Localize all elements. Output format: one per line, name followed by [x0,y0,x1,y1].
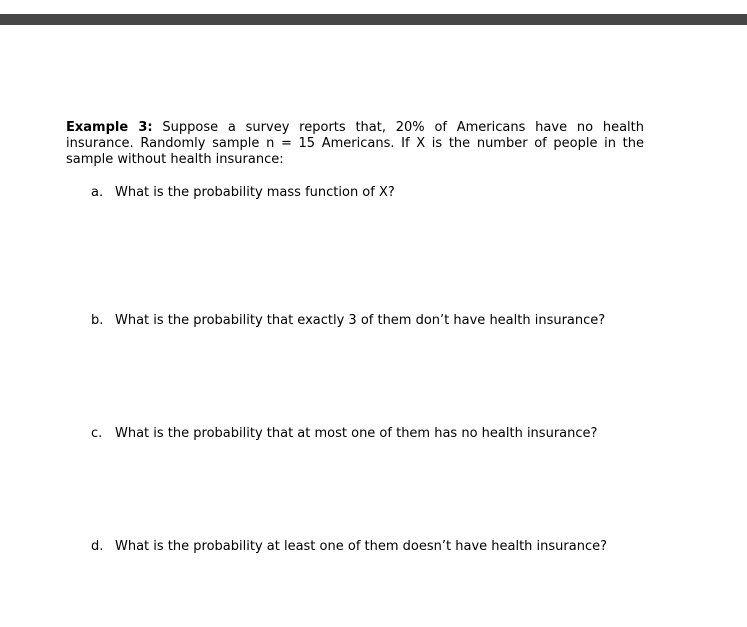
question-part-a [91,185,395,201]
problem-line-3: sample without health insurance: [66,152,284,167]
part-b-marker: b. [91,313,104,328]
question-part-b [91,313,605,329]
part-a-text: What is the probability mass function of X? [115,185,395,200]
part-b-text: What is the probability that exactly 3 of them don’t have health insurance? [115,313,606,328]
top-border-bar [0,14,747,25]
part-c-marker: c. [91,426,103,441]
part-d-text: What is the probability at least one of them doesn’t have health insurance? [115,539,608,554]
problem-statement [66,120,644,168]
part-d-marker: d. [91,539,104,554]
problem-line-2: insurance. Randomly sample n = 15 Americans. If X is the number of people in the [66,136,644,151]
problem-line-1 [66,120,644,136]
part-a-marker: a. [91,185,104,200]
problem-line-1-text: Suppose a survey reports that, 20% of Americans have no health [162,120,644,135]
question-part-d [91,539,607,555]
problem-label: Example 3: [66,120,153,135]
part-c-text: What is the probability that at most one of them has no health insurance? [115,426,598,441]
question-part-c [91,426,597,442]
